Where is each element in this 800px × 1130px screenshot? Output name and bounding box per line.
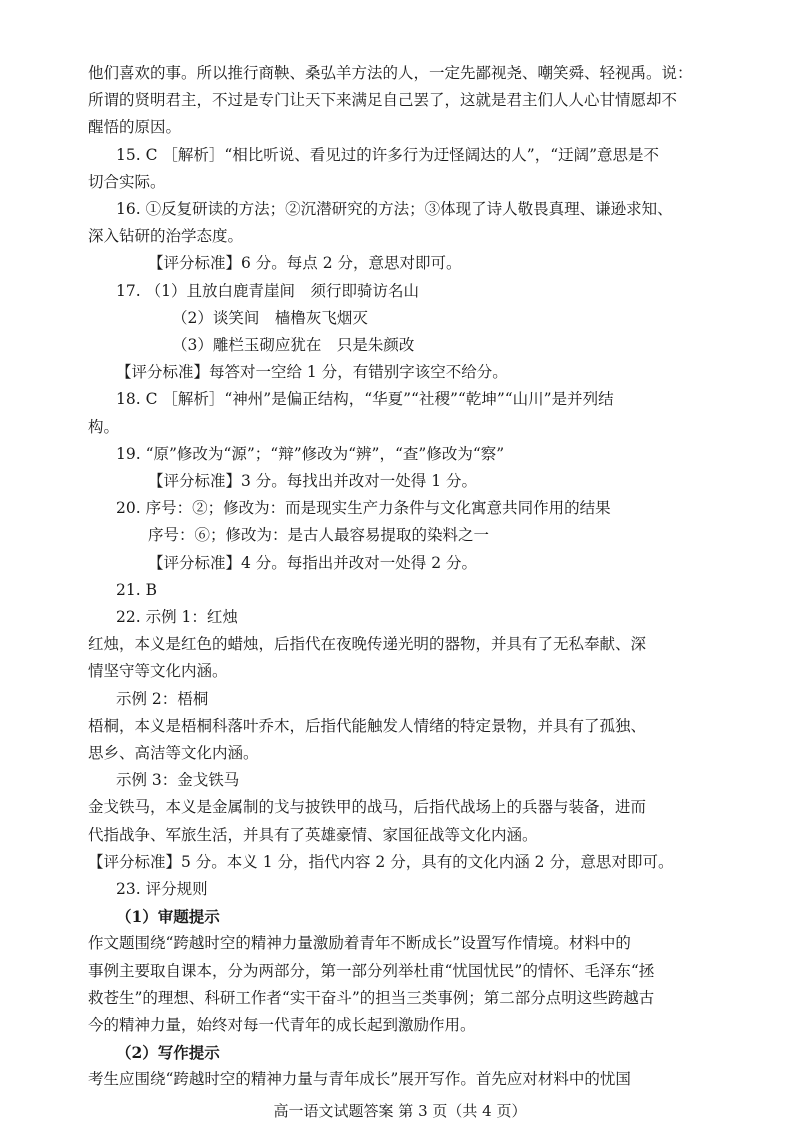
q15-answer: 15. C ［解析］“相比听说、看见过的许多行为迂怪阔达的人”，“迂阔”意思是不 [116,145,660,164]
text-line: 情坚守等文化内涵。 [88,662,228,681]
text-line: 序号：⑥；修改为：是古人最容易提取的染料之一 [148,526,490,545]
text-line: 作文题围绕“跨越时空的精神力量激励着青年不断成长”设置写作情境。材料中的 [88,934,631,953]
q19-answer: 19. “原”修改为“源”；“辩”修改为“辨”，“查”修改为“察” [116,444,505,463]
text-line: 事例主要取自课本，分为两部分，第一部分列举杜甫“忧国忧民”的情怀、毛泽东“拯 [88,961,655,980]
scoring-standard: 【评分标准】6 分。每点 2 分，意思对即可。 [148,254,462,273]
text-line: 深入钻研的治学态度。 [88,227,244,246]
q16-answer: 16. ①反复研读的方法；②沉潜研究的方法；③体现了诗人敬畏真理、谦逊求知、 [116,200,673,218]
q21-answer: 21. B [116,580,157,599]
text-line: 代指战争、军旅生活，并具有了英雄豪情、家国征战等文化内涵。 [88,825,538,844]
text-line: 他们喜欢的事。所以推行商鞅、桑弘羊方法的人，一定先鄙视尧、嘲笑舜、轻视禹。说： [88,64,693,82]
text-line: 示例 3：金戈铁马 [116,771,240,790]
text-line: 今的精神力量，始终对每一代青年的成长起到激励作用。 [88,1016,476,1034]
scoring-standard: 【评分标准】3 分。每找出并改对一处得 1 分。 [148,472,478,490]
text-line: 所谓的贤明君主，不过是专门让天下来满足自己罢了，这就是君主们人人心甘情愿却不 [88,91,678,110]
q22-answer: 22. 示例 1：红烛 [116,608,238,626]
page-footer: 高一语文试题答案 第 3 页（共 4 页） [273,1102,527,1120]
section-heading: （1）审题提示 [116,907,220,927]
q20-answer: 20. 序号：②；修改为：而是现实生产力条件与文化寓意共同作用的结果 [116,499,611,518]
text-line: 救苍生”的理想、科研工作者“实干奋斗”的担当三类事例；第二部分点明这些跨越古 [88,988,655,1007]
text-line: 思乡、高洁等文化内涵。 [88,744,259,762]
text-line: 红烛，本义是红色的蜡烛，后指代在夜晚传递光明的器物，并具有了无私奉献、深 [88,635,647,654]
section-heading: （2）写作提示 [116,1043,220,1063]
text-line: 金戈铁马，本义是金属制的戈与披铁甲的战马，后指代战场上的兵器与装备，进而 [88,798,647,817]
text-line: 梧桐，本义是梧桐科落叶乔木，后指代能触发人情绪的特定景物，并具有了孤独、 [88,716,647,735]
q23-answer: 23. 评分规则 [116,880,208,898]
text-line: 切合实际。 [88,172,166,191]
text-line: 构。 [88,417,120,436]
scoring-standard: 【评分标准】5 分。本义 1 分，指代内容 2 分，具有的文化内涵 2 分，意思对即可。 [88,852,674,871]
text-line: （2）谈笑间 樯橹灰飞烟灭 [172,308,368,327]
q17-answer: 17. （1）且放白鹿青崖间 须行即骑访名山 [116,281,419,300]
text-line: 示例 2：梧桐 [116,689,209,708]
q18-answer: 18. C ［解析］“神州”是偏正结构，“华夏”“社稷”“乾坤”“山川”是并列结 [116,390,614,409]
text-line: 醒悟的原因。 [88,118,182,137]
scoring-standard: 【评分标准】每答对一空给 1 分，有错别字该空不给分。 [116,363,508,382]
text-line: 考生应围绕“跨越时空的精神力量与青年成长”展开写作。首先应对材料中的忧国 [88,1070,631,1089]
text-line: （3）雕栏玉砌应犹在 只是朱颜改 [172,336,415,354]
scoring-standard: 【评分标准】4 分。每指出并改对一处得 2 分。 [148,553,478,572]
